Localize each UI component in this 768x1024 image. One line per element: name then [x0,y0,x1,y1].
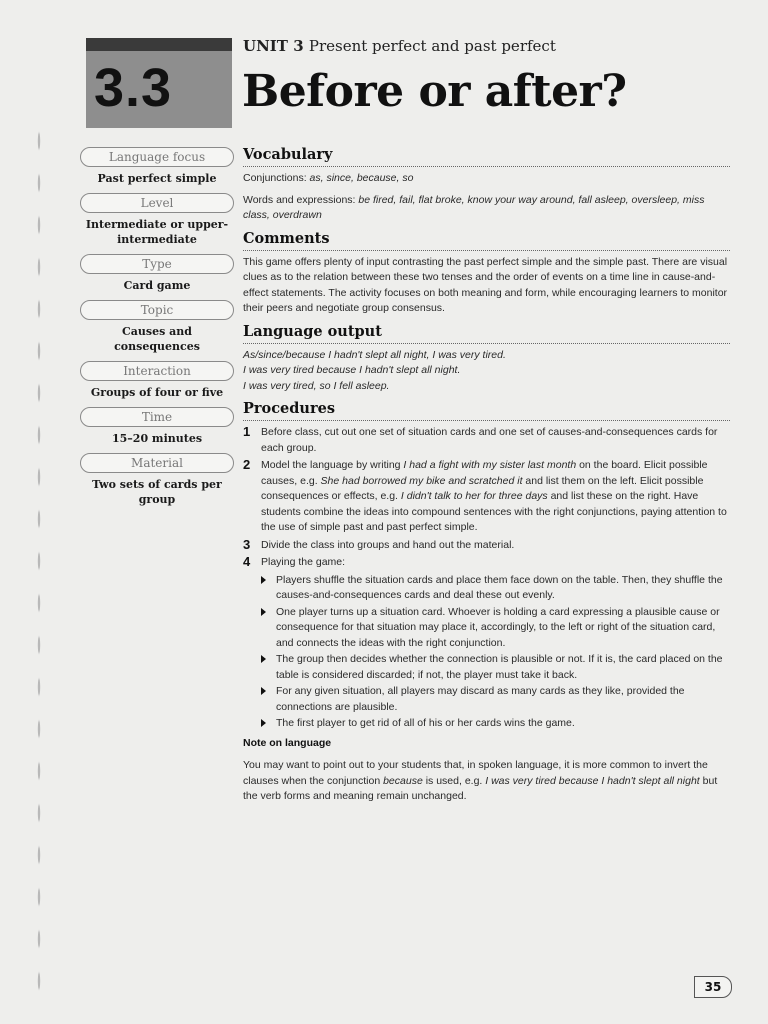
procedures-heading: Procedures [243,400,730,421]
unit-label: UNIT 3 [243,37,304,55]
step-number: 1 [243,424,251,439]
rule-text: The group then decides whether the connection is plausible or not. If it is, the card placed on the table is considered discarded; if not, the player must take it back. [276,653,723,681]
sidebar-label-interaction: Interaction [80,361,234,381]
vocabulary-conjunctions [243,171,730,187]
step-example: I didn't talk to her for three days [400,490,548,502]
sidebar-label-material: Material [80,453,234,473]
sidebar-value-time: 15–20 minutes [111,432,203,445]
unit-topic: Present perfect and past perfect [308,37,556,55]
step-number: 4 [243,554,251,569]
rule-item [261,684,730,715]
step-text: and list these on the right. Have students combine the ideas into compound sentences with the right conjunctions, paying attention to the use of simple past and past perfect simple. [261,490,727,533]
bullet-arrow-icon [261,687,266,695]
bullet-arrow-icon [261,655,266,663]
sidebar-label-language-focus: Language focus [80,147,234,167]
sidebar-value-type: Card game [123,279,191,292]
rule-text: The first player to get rid of all of his or her cards wins the game. [276,717,575,729]
step-number: 2 [243,457,251,472]
step-text: Before class, cut out one set of situation cards and one set of causes-and-consequences cards for each group. [261,426,718,454]
rule-item [261,716,730,732]
output-example: I was very tired because I hadn't slept all night. [243,364,461,376]
conjunctions-list: as, since, because, so [309,172,414,184]
note-heading: Note on language [243,736,332,749]
info-sidebar [80,147,234,514]
step-text: Model the language by writing [261,459,404,471]
output-example: I was very tired, so I fell asleep. [243,379,390,392]
note-example: I was very tired because I hadn't slept all night [485,774,700,787]
sidebar-value-level: Intermediate or upper-intermediate [85,218,229,246]
rule-text: For any given situation, all players may discard as many cards as they like, provided the connections are plausible. [276,685,685,713]
page-number: 35 [694,976,732,998]
rule-item [261,573,730,604]
bullet-arrow-icon [261,719,266,727]
unit-number: 3.3 [94,58,173,118]
output-example: As/since/because I hadn't slept all night, I was very tired. [243,348,506,361]
page-title: Before or after? [242,66,627,117]
language-output-heading: Language output [243,323,730,344]
step-text: Divide the class into groups and hand out the material. [261,538,515,551]
comments-text: This game offers plenty of input contrasting the past perfect simple and the simple past. There are visual clues as to the relation between these two tenses and the order of events on a time line in cause-and-effect statements. The activity focuses on both meaning and form, while encouraging learners to monitor their peers and negotiate group consensus. [243,255,728,314]
vocabulary-expressions [243,193,730,224]
step-number: 3 [243,536,251,552]
rule-item [261,605,730,652]
margin-dots [36,120,42,1000]
procedure-step [243,458,730,536]
rule-item [261,652,730,683]
sidebar-value-interaction: Groups of four or five [90,386,224,399]
language-output-examples [243,348,730,395]
unit-heading [243,37,556,55]
note-example: because [383,774,423,787]
sidebar-value-topic: Causes and consequences [114,325,200,353]
unit-number-box [86,38,232,128]
sidebar-label-level: Level [80,193,234,213]
sidebar-label-type: Type [80,254,234,274]
step-text: Playing the game: [261,556,346,568]
sidebar-label-time: Time [80,407,234,427]
note-part: is used, e.g. [422,774,486,787]
note-part: but the verb forms and meaning remain unchanged. [243,774,718,802]
step-text: and list them on the left. Elicit possible consequences or effects, e.g. [261,474,704,502]
rule-text: Players shuffle the situation cards and place them face down on the table. Then, they shuffle the causes-and-consequences cards and deal these out evenly. [276,573,723,601]
main-content [243,146,730,811]
note-part: You may want to point out to your students that, in spoken language, it is more common to invert the clauses when the conjunction [243,759,708,787]
step-example: I had a fight with my sister last month [403,459,577,471]
sidebar-label-topic: Topic [80,300,234,320]
expressions-label: Words and expressions: [243,193,359,206]
step-text: on the board. Elicit possible causes, e.g. [261,459,708,487]
procedure-step [243,538,730,554]
game-rules [261,573,730,732]
expressions-list: be fired, fail, flat broke, know your way around, fall asleep, oversleep, miss class, overdrawn [243,193,705,221]
comments-heading: Comments [243,230,730,251]
vocabulary-heading: Vocabulary [243,146,730,167]
bullet-arrow-icon [261,576,266,584]
sidebar-value-language-focus: Past perfect simple [97,172,217,185]
procedure-step [243,425,730,456]
procedure-step [243,555,730,732]
procedure-steps [243,425,730,732]
rule-text: One player turns up a situation card. Whoever is holding a card expressing a plausible cause or consequence for that situation may place it, accordingly, to the left or right of the situation card, and connects the ideas with the right conjunction. [276,605,720,649]
sidebar-value-material: Two sets of cards per group [92,478,222,506]
conjunctions-label: Conjunctions: [243,172,310,184]
bullet-arrow-icon [261,608,266,616]
note-text [243,758,730,805]
step-example: She had borrowed my bike and scratched it [320,474,523,487]
